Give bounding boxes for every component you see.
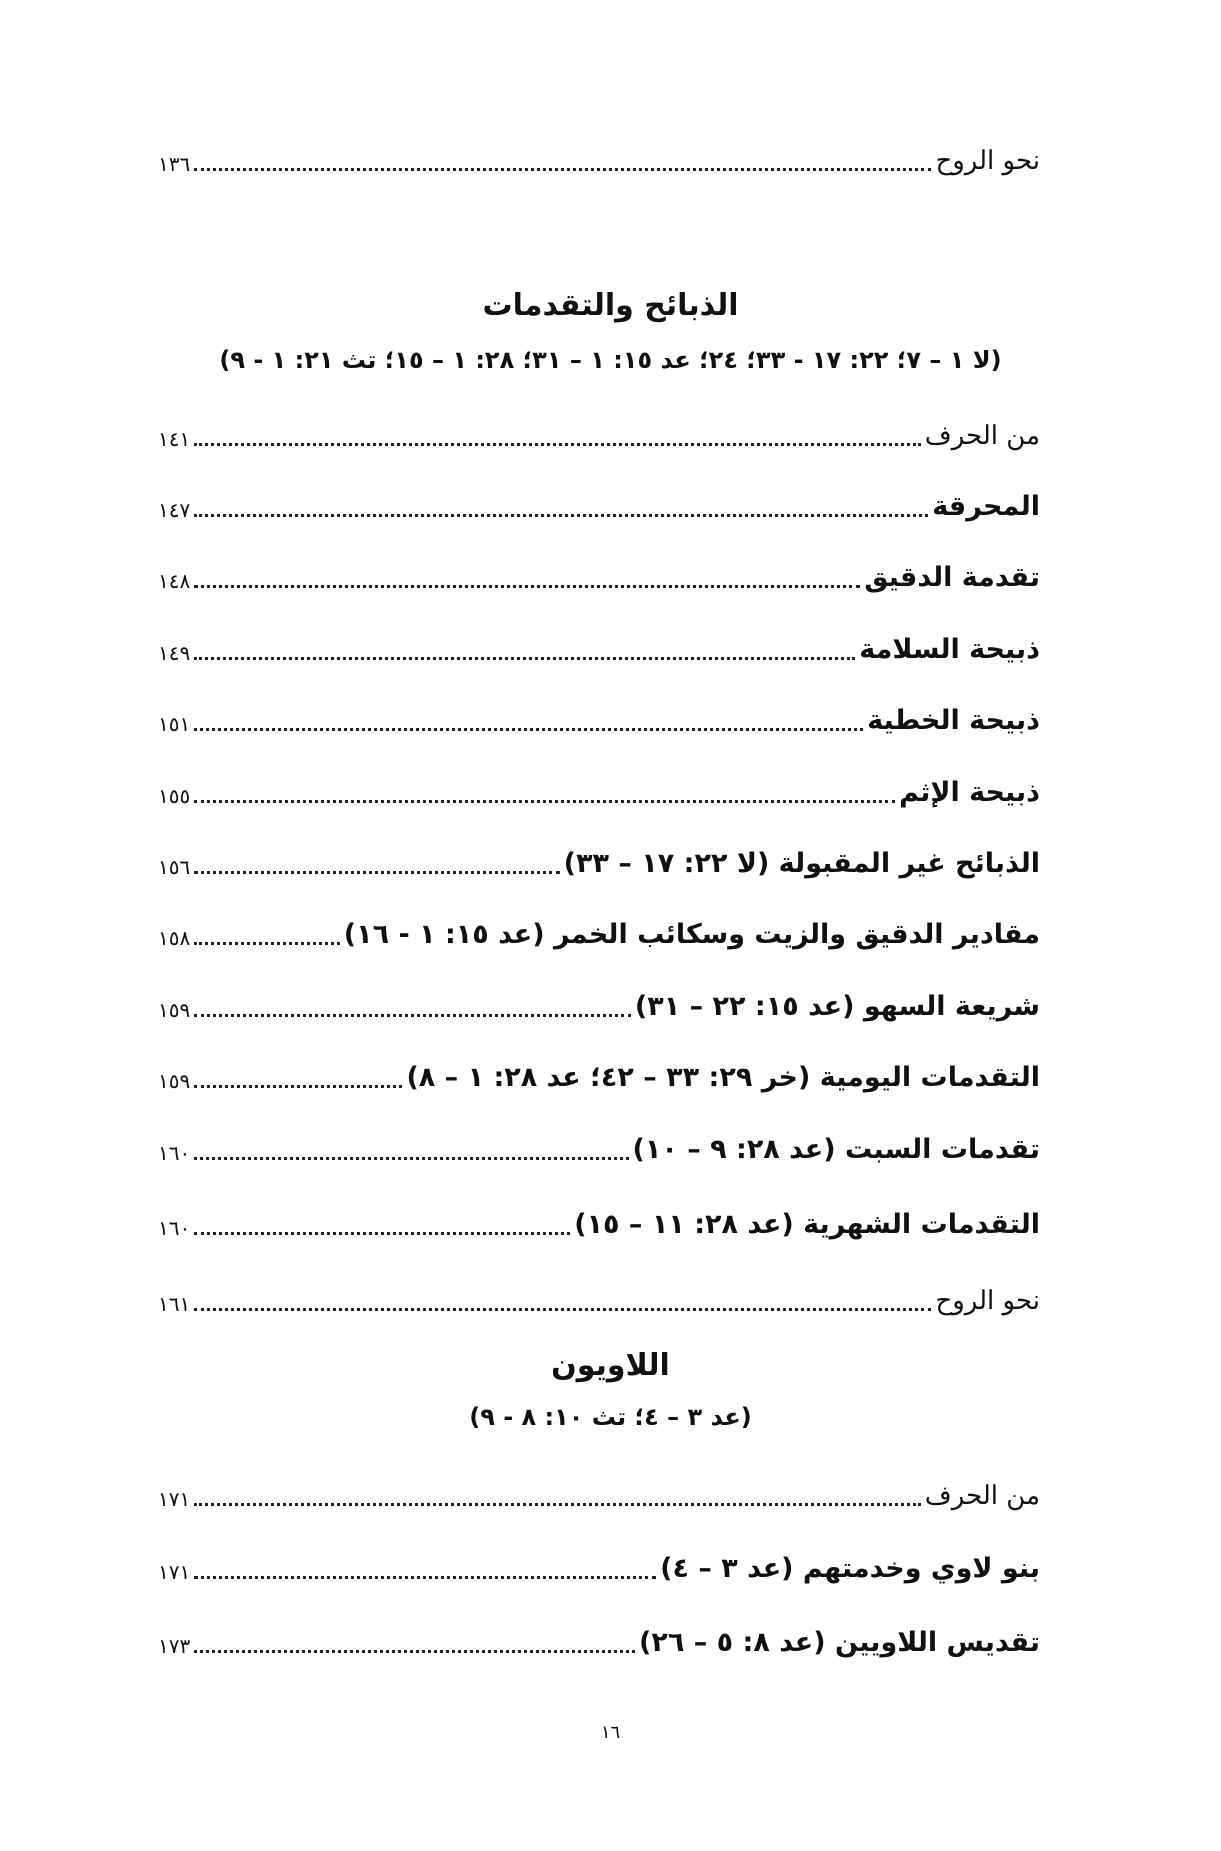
toc-entry-label: المحرقة xyxy=(932,491,1040,522)
toc-entry[interactable] xyxy=(158,138,1040,178)
toc-entry-page: ١٦٠ xyxy=(158,1141,191,1165)
section-reference: (عد ٣ – ٤؛ تث ١٠: ٨ - ٩) xyxy=(469,1403,752,1431)
section-title: الذبائح والتقدمات xyxy=(482,288,739,323)
dot-leader xyxy=(194,728,863,731)
toc-entry[interactable] xyxy=(158,1473,1040,1513)
toc-entry[interactable] xyxy=(158,555,1040,595)
dot-leader xyxy=(194,1650,635,1653)
toc-entry[interactable] xyxy=(158,984,1040,1024)
dot-leader xyxy=(194,1503,921,1506)
dot-leader xyxy=(194,585,860,588)
toc-entry[interactable] xyxy=(158,627,1040,667)
toc-entry-page: ١٥٩ xyxy=(158,998,191,1022)
dot-leader xyxy=(194,800,895,803)
section-reference: (لا ١ – ٧؛ ٢٢: ١٧ - ٣٣؛ ٢٤؛ عد ١٥: ١ – ٣١؛ ٢٨: ١ – ١٥؛ تث ٢١: ١ - ٩) xyxy=(219,346,1002,374)
toc-entry[interactable] xyxy=(158,912,1040,952)
toc-entry-label: الذبائح غير المقبولة (لا ٢٢: ١٧ – ٣٣) xyxy=(563,848,1040,879)
toc-entry-page: ١٤١ xyxy=(158,427,191,451)
page-number: ١٦ xyxy=(600,1722,621,1743)
toc-entry-page: ١٦١ xyxy=(158,1292,191,1316)
toc-entry-page: ١٧١ xyxy=(158,1487,191,1511)
toc-entry[interactable] xyxy=(158,1278,1040,1318)
toc-entry-page: ١٥٥ xyxy=(158,784,191,808)
toc-entry-label: التقدمات الشهرية (عد ٢٨: ١١ – ١٥) xyxy=(574,1209,1040,1240)
toc-entry-label: شريعة السهو (عد ١٥: ٢٢ – ٣١) xyxy=(634,991,1040,1022)
dot-leader xyxy=(194,1232,570,1235)
toc-entry-page: ١٥٨ xyxy=(158,926,191,950)
toc-entry[interactable] xyxy=(158,1055,1040,1095)
toc-entry-label: تقديس اللاويين (عد ٨: ٥ – ٢٦) xyxy=(639,1627,1040,1658)
toc-entry-label: تقدمات السبت (عد ٢٨: ٩ – ١٠) xyxy=(632,1134,1040,1165)
toc-entry-page: ١٤٧ xyxy=(158,498,191,522)
toc-entry[interactable] xyxy=(158,413,1040,453)
toc-entry[interactable] xyxy=(158,841,1040,881)
dot-leader xyxy=(194,1576,656,1579)
toc-entry-label: نحو الروح xyxy=(935,1286,1040,1316)
dot-leader xyxy=(194,1085,402,1088)
toc-entry-label: من الحرف xyxy=(924,421,1040,451)
toc-entry-page: ١٤٨ xyxy=(158,569,191,593)
dot-leader xyxy=(194,443,921,446)
toc-entry[interactable] xyxy=(158,770,1040,810)
toc-entry-label: ذبيحة الإثم xyxy=(899,777,1040,808)
toc-entry-label: ذبيحة السلامة xyxy=(859,634,1040,665)
toc-entry-label: من الحرف xyxy=(924,1481,1040,1511)
section-title: اللاويون xyxy=(551,1348,670,1383)
toc-entry-page: ١٥٦ xyxy=(158,855,191,879)
toc-entry[interactable] xyxy=(158,484,1040,524)
toc-entry-label: ذبيحة الخطية xyxy=(867,705,1040,736)
dot-leader xyxy=(194,942,340,945)
toc-entry-label: التقدمات اليومية (خر ٢٩: ٣٣ – ٤٢؛ عد ٢٨: ١ – ٨) xyxy=(406,1062,1040,1093)
toc-entry-page: ١٧١ xyxy=(158,1560,191,1584)
dot-leader xyxy=(194,657,855,660)
toc-entry-page: ١٤٩ xyxy=(158,641,191,665)
toc-entry[interactable] xyxy=(158,1546,1040,1586)
toc-entry-page: ١٥٩ xyxy=(158,1069,191,1093)
dot-leader xyxy=(194,168,931,171)
toc-entry-label: مقادير الدقيق والزيت وسكائب الخمر (عد ١٥: ١ - ١٦) xyxy=(343,919,1040,950)
toc-entry-label: نحو الروح xyxy=(935,146,1040,176)
toc-entry-page: ١٥١ xyxy=(158,712,191,736)
toc-entry-label: تقدمة الدقيق xyxy=(864,562,1040,593)
toc-entry[interactable] xyxy=(158,698,1040,738)
toc-entry-page: ١٧٣ xyxy=(158,1634,191,1658)
toc-entry[interactable] xyxy=(158,1620,1040,1660)
toc-entry[interactable] xyxy=(158,1127,1040,1167)
dot-leader xyxy=(194,1157,628,1160)
dot-leader xyxy=(194,514,928,517)
toc-entry-page: ١٦٠ xyxy=(158,1216,191,1240)
toc-entry-label: بنو لاوي وخدمتهم (عد ٣ – ٤) xyxy=(660,1553,1040,1584)
dot-leader xyxy=(194,1014,631,1017)
dot-leader xyxy=(194,1308,931,1311)
toc-entry[interactable] xyxy=(158,1202,1040,1242)
toc-entry-page: ١٣٦ xyxy=(158,152,191,176)
dot-leader xyxy=(194,871,559,874)
